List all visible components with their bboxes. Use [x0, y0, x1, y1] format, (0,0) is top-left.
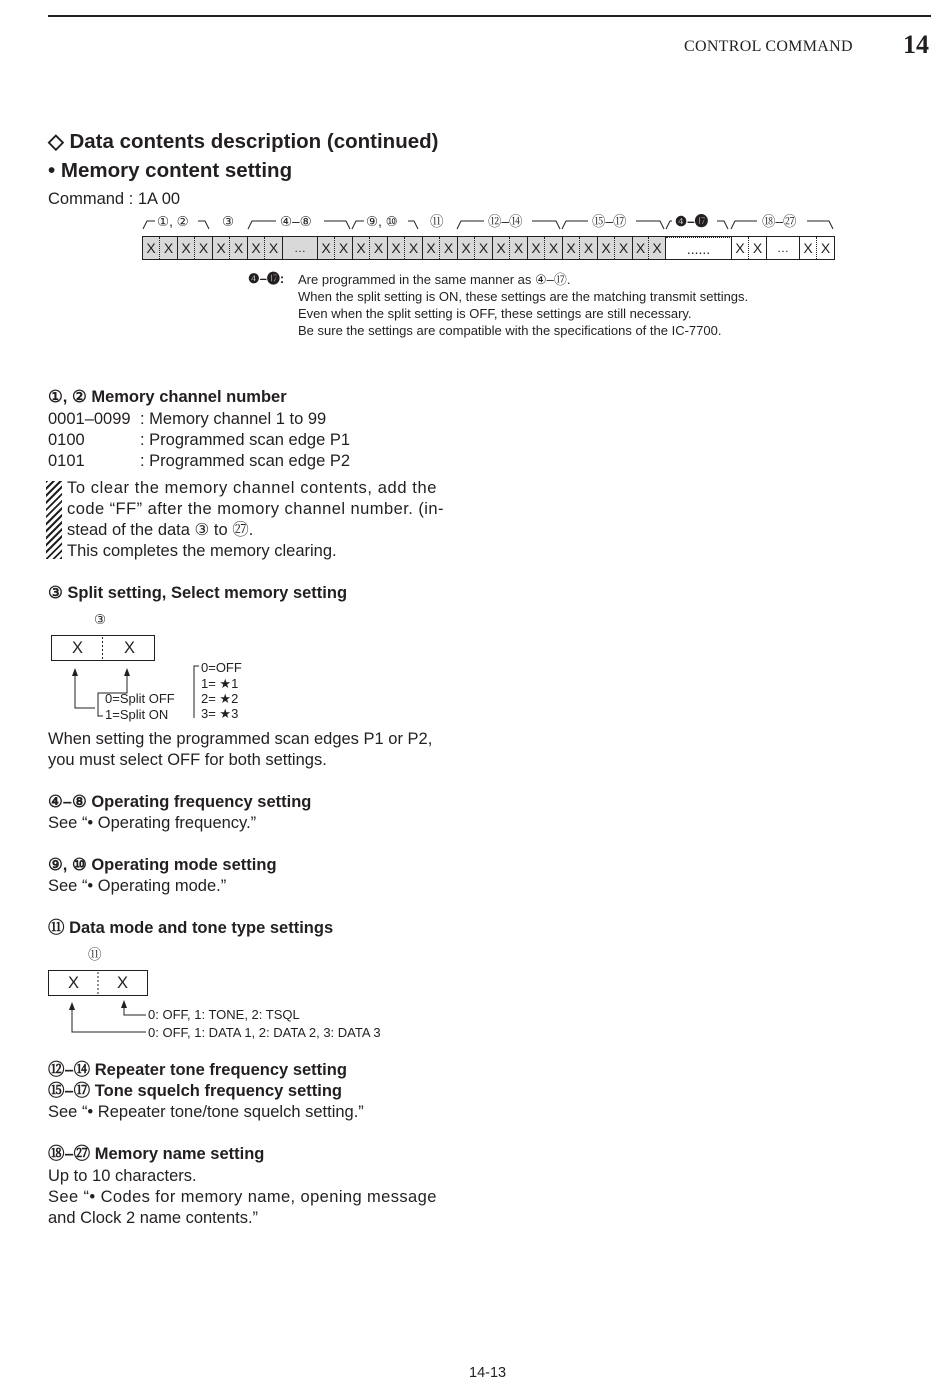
byte-cell: X X	[528, 237, 563, 259]
byte-cell: X X	[178, 237, 213, 259]
byte-cell: X X	[143, 237, 178, 259]
chapter-number: 14	[903, 30, 929, 59]
group-label-11: ⑪	[430, 214, 444, 229]
mem-channel-code: 0100	[48, 431, 85, 449]
split-digit-2: X	[124, 639, 136, 657]
byte-cell: X X	[598, 237, 633, 259]
byte-cell: X X	[493, 237, 528, 259]
split-byte-label: ③	[94, 612, 107, 627]
select-option: 3= ★3	[201, 706, 239, 721]
mem-clear-note-line: stead of the data ③ to ㉗.	[67, 521, 254, 539]
byte-cell-ellipsis: …	[283, 237, 318, 259]
split-title: ③ Split setting, Select memory setting	[48, 584, 348, 602]
bytemap-note-line: Are programmed in the same manner as ④–⑰.	[298, 272, 571, 287]
mem-channel-title: ①, ② Memory channel number	[48, 388, 287, 406]
mem-clear-note-line: This completes the memory clearing.	[67, 542, 337, 560]
split-digit-1: X	[72, 639, 84, 657]
command-line: Command : 1A 00	[48, 190, 181, 208]
byte-cell: X X	[732, 237, 767, 259]
mem-clear-note-line: To clear the memory channel contents, add the	[67, 479, 438, 497]
byte-cell: X X	[318, 237, 353, 259]
freq-title: ④–⑧ Operating frequency setting	[48, 793, 312, 811]
mem-channel-code: 0101	[48, 452, 85, 470]
byte-cell: X X	[633, 237, 666, 259]
section-subheading: • Memory content setting	[48, 159, 293, 182]
select-option: 1= ★1	[201, 676, 239, 691]
mode-title: ⑨, ⑩ Operating mode setting	[48, 856, 277, 874]
split-text-line: you must select OFF for both settings.	[48, 751, 327, 769]
group-label-12-14: ⑫–⑭	[488, 214, 523, 229]
byte-cell: X X	[563, 237, 598, 259]
mem-channel-desc: : Programmed scan edge P1	[140, 431, 351, 449]
mem-channel-desc: : Memory channel 1 to 99	[140, 410, 327, 428]
split-option: 1=Split ON	[105, 707, 169, 722]
memname-title: ⑱–㉗ Memory name setting	[48, 1145, 265, 1163]
mem-channel-desc: : Programmed scan edge P2	[140, 452, 351, 470]
datamode-byte-label: ⑪	[88, 947, 102, 962]
tone-text: See “• Repeater tone/tone squelch setting.”	[48, 1103, 364, 1121]
byte-cell: X X	[388, 237, 423, 259]
bytemap-note-lead: ❹–⓱:	[248, 271, 285, 286]
datamode-digit-1: X	[68, 974, 80, 992]
mem-channel-code: 0001–0099	[48, 410, 131, 428]
byte-cell-ellipsis: …	[767, 237, 800, 259]
byte-cell-tx-placeholder: ......	[666, 237, 732, 259]
byte-cell: X X	[353, 237, 388, 259]
repeater-tone-title: ⑫–⑭ Repeater tone frequency setting	[48, 1061, 347, 1079]
group-label-4-8: ④–⑧	[280, 214, 312, 229]
group-label-15-17: ⑮–⑰	[592, 214, 627, 229]
group-label-18-27: ⑱–㉗	[762, 214, 797, 229]
mem-clear-note-line: code “FF” after the momory channel number. (in-	[67, 500, 444, 518]
section-heading: ◇ Data contents description (continued)	[48, 130, 439, 153]
byte-cell: X X	[800, 237, 834, 259]
byte-cell: X X	[248, 237, 283, 259]
memname-text-line: and Clock 2 name contents.”	[48, 1209, 259, 1227]
freq-text: See “• Operating frequency.”	[48, 814, 257, 832]
mode-text: See “• Operating mode.”	[48, 877, 227, 895]
memname-text-line: Up to 10 characters.	[48, 1167, 197, 1185]
byte-cell: X X	[458, 237, 493, 259]
byte-cell: X X	[213, 237, 248, 259]
group-label-9-10: ⑨, ⑩	[366, 214, 398, 229]
select-option: 2= ★2	[201, 691, 239, 706]
bytemap-note-line: When the split setting is ON, these settings are the matching transmit settings.	[298, 289, 749, 304]
page-number: 14-13	[469, 1365, 507, 1381]
split-text-line: When setting the programmed scan edges P1 or P2,	[48, 730, 433, 748]
select-option: 0=OFF	[201, 660, 242, 675]
group-label-tx: ❹–⓱	[675, 214, 709, 229]
memname-text-line: See “• Codes for memory name, opening message	[48, 1188, 437, 1206]
byte-cell: X X	[423, 237, 458, 259]
bytemap-note-line: Be sure the settings are compatible with the specifications of the IC-7700.	[298, 323, 722, 338]
bytemap-note-line: Even when the split setting is OFF, these settings are still necessary.	[298, 306, 692, 321]
header-title: CONTROL COMMAND	[684, 38, 853, 55]
datamode-title: ⑪ Data mode and tone type settings	[48, 919, 334, 937]
tone-type-options: 0: OFF, 1: TONE, 2: TSQL	[148, 1007, 300, 1022]
datamode-digit-2: X	[117, 974, 129, 992]
tone-squelch-title: ⑮–⑰ Tone squelch frequency setting	[48, 1082, 342, 1100]
group-label-1-2: ①, ②	[157, 214, 189, 229]
data-mode-options: 0: OFF, 1: DATA 1, 2: DATA 2, 3: DATA 3	[148, 1025, 381, 1040]
split-option: 0=Split OFF	[105, 691, 175, 706]
group-label-3: ③	[222, 214, 235, 229]
